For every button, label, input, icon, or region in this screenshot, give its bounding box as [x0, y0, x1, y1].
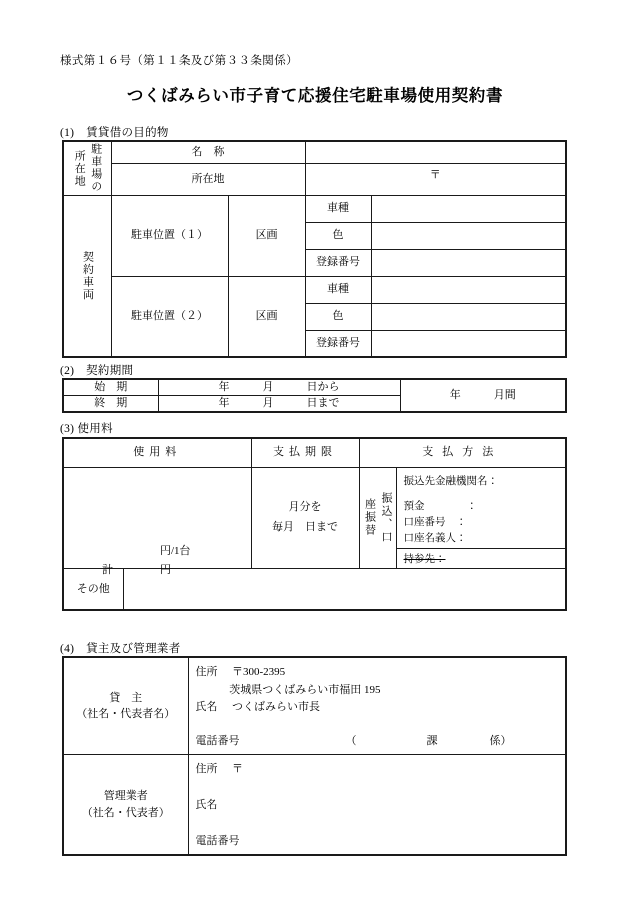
lessor-address-label: 住所: [195, 666, 218, 678]
table-contract-period: [62, 378, 567, 413]
table-row: [63, 467, 566, 568]
lessor-tel-label: 電話番号: [195, 734, 240, 747]
table-row: [63, 195, 566, 222]
table-usage-fee: [62, 437, 567, 611]
cell-vehicle-2-type-value[interactable]: [371, 276, 566, 303]
section-2-label: (2) 契約期間: [60, 365, 134, 377]
cell-vehicle-1-regno-value[interactable]: [371, 249, 566, 276]
cell-other-label: その他: [63, 568, 123, 610]
account-number-label: 口座番号 ：: [403, 517, 467, 529]
cell-vehicle-2-regno-value[interactable]: [371, 330, 566, 357]
payment-due-line-1: 月分を: [288, 501, 322, 514]
manager-label-line-2: （社名・代表者）: [81, 806, 170, 819]
cell-payment-due-value[interactable]: [251, 467, 359, 568]
cell-address-value[interactable]: 〒: [305, 163, 566, 195]
cell-parking-position-1-section: 区画: [228, 195, 305, 276]
bank-account-block[interactable]: [397, 468, 566, 549]
cell-parking-position-2-label: 駐車位置（２）: [111, 276, 228, 357]
manager-address-label: 住所: [195, 763, 218, 776]
table-row: [63, 276, 566, 303]
cell-manager-label: [63, 755, 188, 855]
cell-other-value[interactable]: [123, 568, 566, 610]
carry-to-block[interactable]: [397, 548, 566, 568]
table-row: [63, 568, 566, 610]
cell-address-label: 所在地: [111, 163, 305, 195]
cell-usage-fee-value[interactable]: [63, 467, 251, 576]
lessor-tel-dept: 課: [426, 734, 438, 747]
table-row: [63, 438, 566, 467]
bank-name-label: 振込先金融機関名：: [403, 475, 498, 487]
lessor-label-line-2: （社名・代表者名）: [76, 708, 176, 721]
header-payment-due: 支払期限: [251, 438, 359, 467]
cell-name-label: 名 称: [111, 141, 305, 163]
fee-total-label: 計: [102, 563, 113, 576]
table-lessor-manager: [62, 656, 567, 856]
cell-vehicle-2-color-value[interactable]: [371, 303, 566, 330]
contract-vehicle-vertical-label: 契約車両: [81, 250, 94, 301]
payment-due-line-2: 毎月 日まで: [272, 520, 338, 533]
cell-vehicle-1-type-label: 車種: [305, 195, 371, 222]
cell-bank-details: [396, 467, 566, 568]
table-row: [63, 379, 566, 395]
lessor-tel-section: 係）: [489, 734, 512, 747]
table-row: [63, 163, 566, 195]
cell-lessor-details[interactable]: [188, 657, 566, 755]
cell-parking-position-2-section: 区画: [228, 276, 305, 357]
fee-unit-label: 円/1台: [160, 544, 191, 557]
cell-vehicle-1-regno-label: 登録番号: [305, 249, 371, 276]
account-holder-label: 口座名義人：: [403, 533, 467, 545]
cell-name-value[interactable]: [305, 141, 566, 163]
cell-vehicle-2-type-label: 車種: [305, 276, 371, 303]
cell-period-start-label: 始 期: [63, 379, 158, 395]
cell-period-end-label: 終 期: [63, 395, 158, 411]
cell-vehicle-2-regno-label: 登録番号: [305, 330, 371, 357]
lessor-address: 茨城県つくばみらい市福田 195: [229, 683, 381, 696]
page-title: つくばみらい市子育て応援住宅駐車場使用契約書: [126, 86, 504, 105]
manager-name-label: 氏名: [195, 798, 218, 811]
cell-payment-method-vertical: [359, 467, 396, 568]
table-row: [63, 755, 566, 855]
manager-tel-label: 電話番号: [195, 834, 240, 847]
lessor-postal-code: 〒300-2395: [232, 666, 286, 678]
manager-postal-code: 〒: [232, 763, 243, 776]
section-3-label: (3) 使用料: [60, 423, 113, 435]
deposit-type-label: 預金 ：: [403, 500, 477, 512]
section-4-label: (4) 貸主及び管理業者: [60, 643, 181, 655]
lessor-name: つくばみらい市長: [232, 701, 320, 714]
fee-total-unit: 円: [160, 563, 171, 576]
cell-parking-location-label: [63, 141, 111, 195]
lessor-name-label: 氏名: [195, 701, 218, 714]
header-payment-method: 支払方法: [359, 438, 566, 467]
table-row: [63, 657, 566, 755]
cell-vehicle-1-color-label: 色: [305, 222, 371, 249]
cell-parking-position-1-label: 駐車位置（１）: [111, 195, 228, 276]
header-usage-fee: 使用料: [63, 438, 251, 467]
cell-manager-details[interactable]: [188, 755, 566, 855]
cell-vehicle-2-color-label: 色: [305, 303, 371, 330]
cell-period-start-value[interactable]: 年 月 日から: [158, 379, 400, 395]
carry-to-label: 持参先：: [403, 553, 446, 565]
section-1-label: (1) 賃貸借の目的物: [60, 127, 169, 139]
cell-vehicle-1-color-value[interactable]: [371, 222, 566, 249]
table-lease-object: [62, 140, 567, 358]
cell-vehicle-1-type-value[interactable]: [371, 195, 566, 222]
lessor-label-line-1: 貸 主: [109, 691, 143, 704]
lessor-tel-paren-open: （: [345, 734, 357, 747]
cell-contract-vehicle-label: [63, 195, 111, 357]
cell-period-end-value[interactable]: 年 月 日まで: [158, 395, 400, 411]
form-number: 様式第１６号（第１１条及び第３３条関係）: [60, 55, 298, 67]
transfer-method-vertical-label: 振込、口座振替: [363, 491, 392, 544]
cell-lessor-label: [63, 657, 188, 755]
manager-label-line-1: 管理業者: [103, 790, 148, 803]
cell-period-duration[interactable]: 年 月間: [400, 379, 566, 412]
parking-location-vertical-label: 駐車場の所在地: [73, 143, 102, 194]
table-row: [63, 141, 566, 163]
